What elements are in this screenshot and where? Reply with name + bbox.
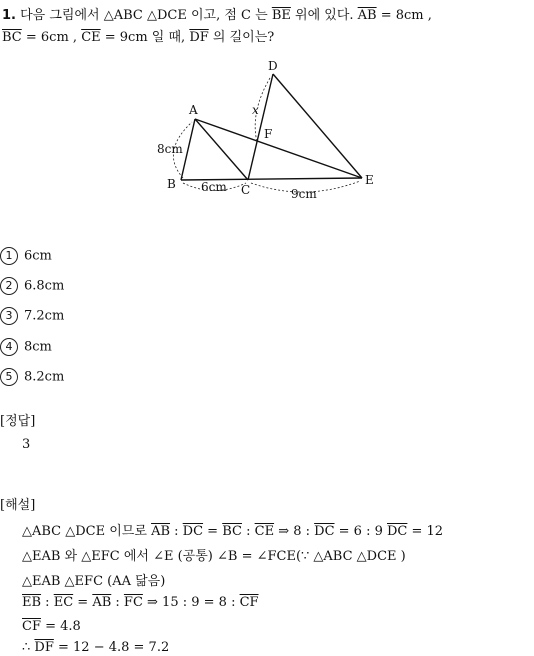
choice-text: 6.8cm xyxy=(24,278,65,294)
solution-text: △ABC △DCE 이므로 xyxy=(22,524,152,539)
segment-ab: $\overline{AB}$ xyxy=(357,8,377,23)
solution-text: = xyxy=(203,524,223,539)
segment-dc: $\overline{DC}$ xyxy=(182,524,204,539)
answer-value: 3 xyxy=(22,437,31,452)
solution-line-4 xyxy=(22,595,259,610)
segment-eb: $\overline{EB}$ xyxy=(22,595,42,610)
label-x: x xyxy=(252,103,259,117)
question-line-1 xyxy=(2,4,432,23)
segment-be: $\overline{BE}$ xyxy=(271,8,291,23)
solution-line-1 xyxy=(22,520,443,539)
segment-df: $\overline{DF}$ xyxy=(189,30,209,45)
choice-text: 6cm xyxy=(24,248,52,264)
choice-text: 8.2cm xyxy=(24,369,65,385)
choice-4[interactable] xyxy=(0,338,52,356)
solution-line-6 xyxy=(22,640,169,655)
segment-ec: $\overline{EC}$ xyxy=(53,595,74,610)
question-text: = 8cm , xyxy=(376,8,432,23)
label-d: D xyxy=(268,59,278,73)
solution-line-3: △EAB △EFC (AA 닮음) xyxy=(22,574,166,589)
question-text: 의 길이는? xyxy=(208,30,275,45)
segment-ce: $\overline{CE}$ xyxy=(81,30,101,45)
segment-cf: $\overline{CF}$ xyxy=(239,595,259,610)
solution-text: : xyxy=(170,524,183,539)
solution-text: ⇒ 8 : xyxy=(274,524,315,539)
segment-ce: $\overline{CE}$ xyxy=(254,524,275,539)
question-text: = 9cm 일 때, xyxy=(100,30,190,45)
question-line-2 xyxy=(2,26,274,45)
segment-ab-line xyxy=(181,119,195,180)
label-ce-length: 9cm xyxy=(291,187,317,201)
solution-text: = 12 xyxy=(407,524,444,539)
label-c: C xyxy=(241,183,251,197)
question-text: 위에 있다. xyxy=(290,8,358,23)
segment-bc: $\overline{BC}$ xyxy=(2,30,22,45)
solution-label: [해설] xyxy=(0,498,36,513)
question-number: 1. xyxy=(2,8,16,23)
segment-cf: $\overline{CF}$ xyxy=(22,619,41,634)
segment-ab: $\overline{AB}$ xyxy=(92,595,112,610)
answer-label: [정답] xyxy=(0,414,36,429)
therefore-symbol: ∴ xyxy=(22,640,35,655)
solution-text: ⇒ 15 : 9 = 8 : xyxy=(142,595,240,610)
solution-line-2: △EAB 와 △EFC 에서 ∠E (공통) ∠B = ∠FCE(∵ △ABC △DCE ) xyxy=(22,549,406,564)
solution-text: = 4.8 xyxy=(40,619,81,634)
solution-text: = xyxy=(73,595,93,610)
solution-text: : xyxy=(41,595,54,610)
question-text: = 6cm , xyxy=(21,30,82,45)
choice-5[interactable] xyxy=(0,368,64,386)
choice-marker: 1 xyxy=(0,247,18,265)
choice-1[interactable] xyxy=(0,247,52,265)
label-bc-length: 6cm xyxy=(201,180,227,194)
solution-text: = 12 − 4.8 = 7.2 xyxy=(53,640,170,655)
segment-ab: $\overline{AB}$ xyxy=(151,524,171,539)
label-a: A xyxy=(189,103,198,117)
segment-dc: $\overline{DC}$ xyxy=(387,524,408,539)
solution-line-5 xyxy=(22,619,81,634)
choice-marker: 5 xyxy=(0,368,18,386)
segment-df: $\overline{DF}$ xyxy=(34,640,54,655)
label-b: B xyxy=(167,177,176,191)
segment-dc: $\overline{DC}$ xyxy=(314,524,335,539)
solution-text: : xyxy=(111,595,124,610)
question-text: 다음 그림에서 △ABC △DCE 이고, 점 C 는 xyxy=(20,8,272,23)
geometry-figure xyxy=(0,52,534,222)
choice-text: 8cm xyxy=(24,339,52,355)
segment-fc: $\overline{FC}$ xyxy=(123,595,143,610)
solution-text: : xyxy=(241,524,255,539)
segment-bc: $\overline{BC}$ xyxy=(222,524,242,539)
choice-marker: 2 xyxy=(0,277,18,295)
solution-text: = 6 : 9 xyxy=(334,524,387,539)
label-ab-length: 8cm xyxy=(157,142,183,156)
label-e: E xyxy=(365,173,374,187)
choice-text: 7.2cm xyxy=(24,308,65,324)
choice-marker: 4 xyxy=(0,338,18,356)
label-f: F xyxy=(264,127,273,141)
choice-3[interactable] xyxy=(0,307,64,325)
choice-marker: 3 xyxy=(0,307,18,325)
choice-2[interactable] xyxy=(0,277,64,295)
